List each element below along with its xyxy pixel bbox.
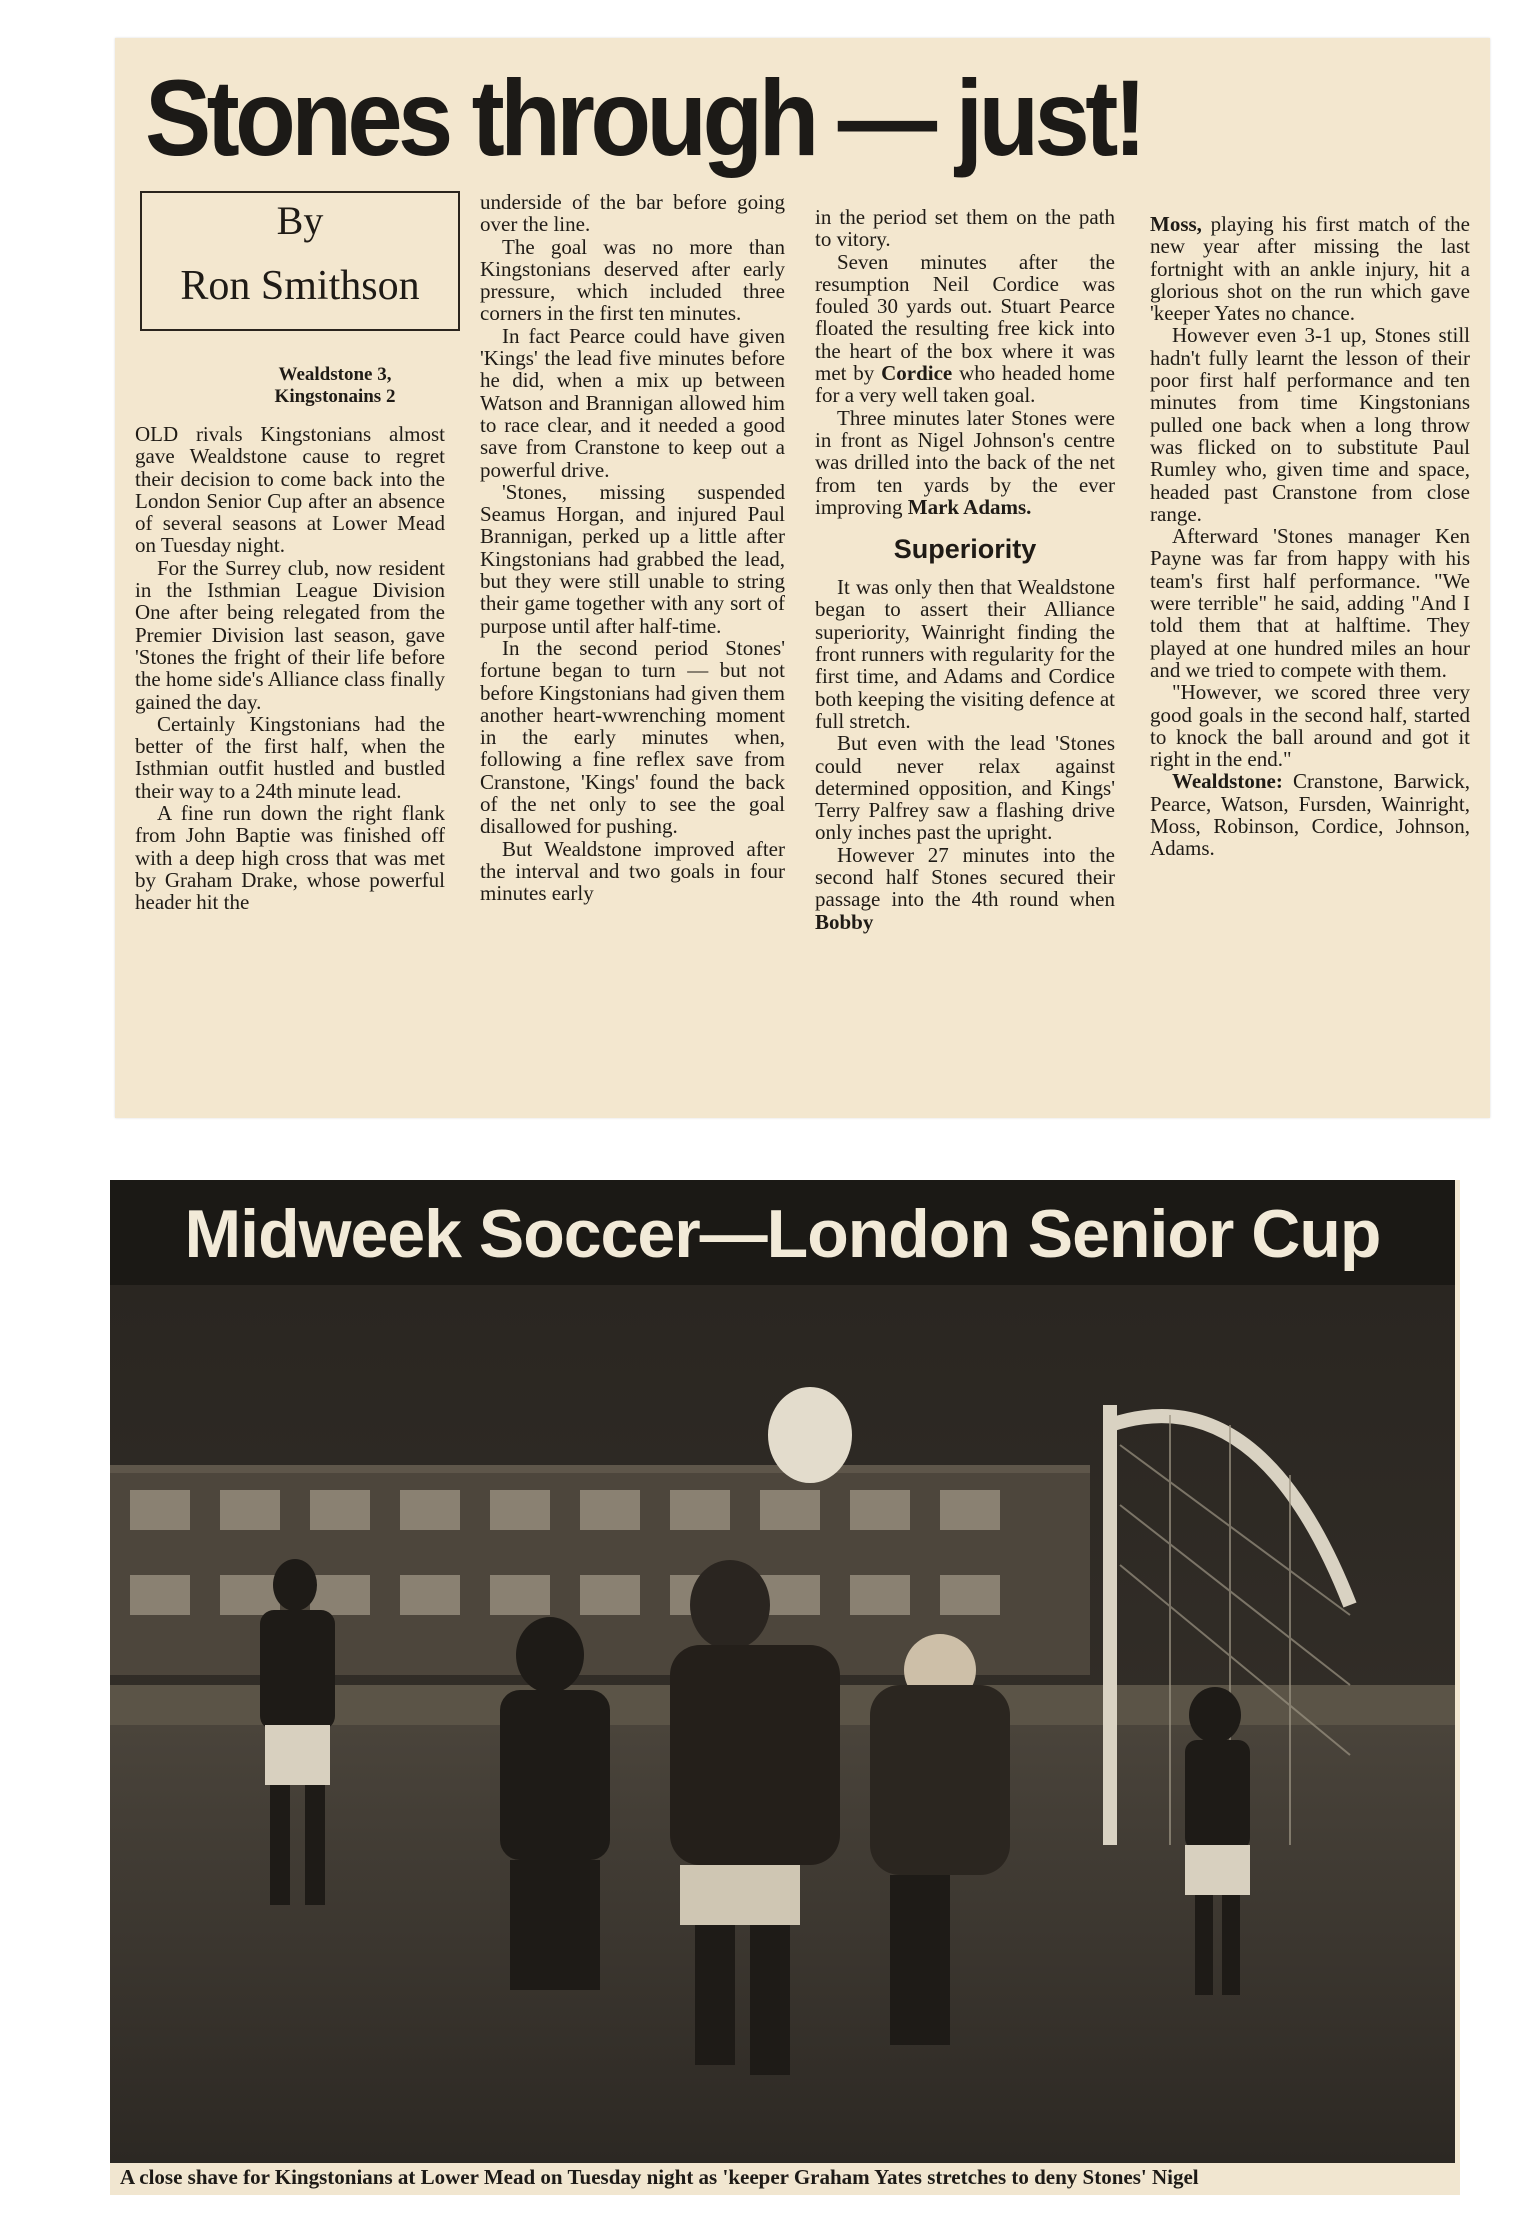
- ball: [768, 1387, 852, 1483]
- article-column-2: [480, 191, 785, 905]
- paragraph: "However, we scored three very good goals in the second half, started to knock the ball around and got it right in the end.": [1150, 680, 1470, 772]
- text-run: Seven minutes after the resumption Neil Cordice was fouled 30 yards out. Stuart Pearce floated the resulting free kick into the heart of the box where it was met by: [815, 249, 1115, 386]
- byline-box: [140, 191, 460, 331]
- bold-name: Mark Adams.: [907, 494, 1032, 519]
- article-column-3: [815, 206, 1115, 933]
- photo-clipping: [110, 1180, 1460, 2195]
- article-column-1: [135, 423, 445, 914]
- article-clipping: [115, 38, 1490, 1118]
- headline: Stones through — just!: [145, 57, 1143, 178]
- paragraph: [1150, 770, 1470, 859]
- paragraph: [815, 844, 1115, 933]
- byline-by: By: [276, 198, 324, 243]
- paragraph: underside of the bar before going over the line.: [480, 190, 785, 237]
- text-run: playing his first match of the new year after missing the last fortnight with an ankle injury, hit a glorious shot on the run which gave 'keeper Yates no chance.: [1150, 212, 1470, 326]
- paragraph: It was only then that Wealdstone began to assert their Alliance superiority, Wainright finding the front runners with regularity for the first time, and Adams and Cordice both keeping the visiting defence at full stretch.: [815, 575, 1115, 733]
- bold-name: Cordice: [881, 361, 953, 386]
- team-label: Wealdstone:: [1172, 769, 1283, 794]
- score-line: [225, 364, 445, 408]
- text-run: who headed home for a very well taken goal.: [815, 361, 1115, 408]
- match-photo: [110, 1285, 1455, 2163]
- paragraph: However even 3-1 up, Stones still hadn't fully learnt the lesson of their poor first half performance and ten minutes from time Kingstonians pulled one back when a long throw was flicked on to substitute Paul Rumley who, given time and space, headed past Cranstone from close range.: [1150, 323, 1470, 526]
- paragraph: [815, 251, 1115, 407]
- bold-name: Bobby: [815, 909, 874, 934]
- article-column-4: [1150, 213, 1470, 860]
- paragraph: In fact Pearce could have given 'Kings' the lead five minutes before he did, when a mix up between Watson and Brannigan allowed him to race clear, and it needed a good save from Cranstone to keep out a powerful drive.: [480, 323, 785, 482]
- paragraph: The goal was no more than Kingstonians deserved after early pressure, which included three corners in the first ten minutes.: [480, 234, 785, 326]
- team-list: Cranstone, Barwick, Pearce, Watson, Fursden, Wainright, Moss, Robinson, Cordice, Johnson, Adams.: [1150, 769, 1470, 861]
- paragraph: Certainly Kingstonians had the better of the first half, when the Isthmian outfit hustled and bustled their way to a 24th minute lead.: [135, 711, 445, 803]
- paragraph: Afterward 'Stones manager Ken Payne was far from happy with his team's first half performance. "We were terrible" he said, adding "And I told them that at halftime. They played at one hundred miles an hour and we tried to compete with them.: [1150, 524, 1470, 682]
- caption-text: A close shave for Kingstonians at Lower Mead on Tuesday night as 'keeper Graham Yates stretches to deny Stones' Nigel: [120, 2165, 1199, 2189]
- text-run: Three minutes later Stones were in front as Nigel Johnson's centre was drilled into the back of the net from ten yards by the ever improving: [815, 405, 1115, 519]
- paragraph: In the second period Stones' fortune began to turn — but not before Kingstonians had given them another heart-wwrenching moment in the early minutes when, following a fine reflex save from Cranstone, 'Kings' found the back of the net only to see the goal disallowed for pushing.: [480, 635, 785, 839]
- paragraph: [815, 407, 1115, 518]
- paragraph: [1150, 213, 1470, 324]
- score-away: Kingstonains 2: [274, 386, 396, 407]
- score-home: Wealdstone 3,: [278, 364, 392, 385]
- paragraph: OLD rivals Kingstonians almost gave Wealdstone cause to regret their decision to come back into the London Senior Cup after an absence of several seasons at Lower Mead on Tuesday night.: [135, 422, 445, 558]
- paragraph: But Wealdstone improved after the interval and two goals in four minutes early: [480, 836, 785, 906]
- paragraph: 'Stones, missing suspended Seamus Horgan, and injured Paul Brannigan, perked up a little after Kingstonians had grabbed the lead, but they were still unable to string their game together with any sort of purpose until after half-time.: [480, 479, 785, 638]
- strap-title: Midweek Soccer—London Senior Cup: [184, 1196, 1381, 1272]
- byline-name: Ron Smithson: [180, 263, 420, 309]
- match-photo-image: [110, 1285, 1455, 2163]
- strap-banner: [110, 1180, 1455, 1285]
- photo-caption: [120, 2163, 1460, 2191]
- paragraph: A fine run down the right flank from John Baptie was finished off with a deep high cross that was met by Graham Drake, whose powerful header hit the: [135, 801, 445, 915]
- subheading: Superiority: [893, 534, 1037, 565]
- text-run: However 27 minutes into the second half Stones secured their passage into the 4th round when: [815, 842, 1115, 912]
- paragraph: But even with the lead 'Stones could never relax against determined opposition, and Kings' Terry Palfrey saw a flashing drive only inches past the upright.: [815, 731, 1115, 845]
- paragraph: in the period set them on the path to vitory.: [815, 205, 1115, 252]
- bold-name: Moss,: [1150, 212, 1202, 236]
- paragraph: For the Surrey club, now resident in the Isthmian League Division One after being relegated from the Premier Division last season, gave 'Stones the fright of their life before the home side's Alliance class finally gained the day.: [135, 555, 445, 714]
